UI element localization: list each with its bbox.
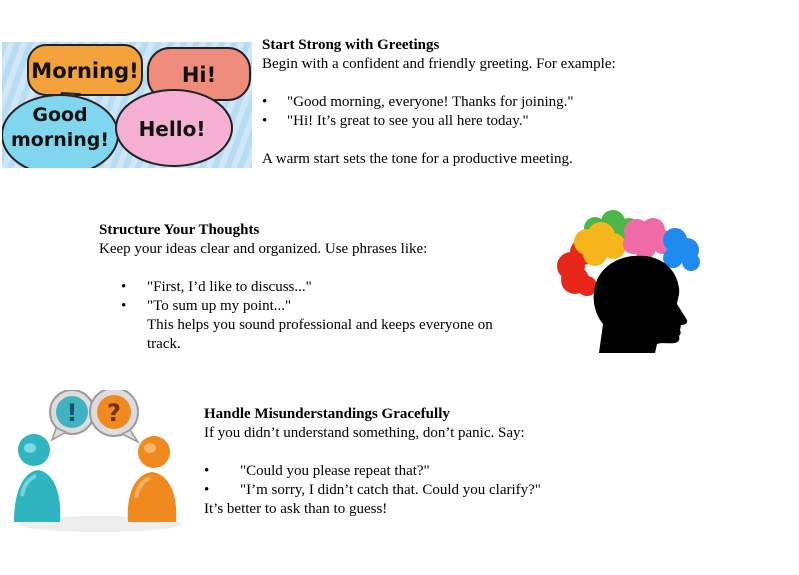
list-item-text: "Good morning, everyone! Thanks for joining." <box>287 94 574 110</box>
section-structure <box>99 221 539 354</box>
bullet-dot: • <box>262 113 268 129</box>
question-mark: ? <box>107 399 121 427</box>
bullet-dot: • <box>204 463 210 479</box>
hello-bubble <box>116 90 232 166</box>
exclamation-bubble-icon <box>50 390 94 440</box>
section-intro: Keep your ideas clear and organized. Use phrases like: <box>99 241 428 257</box>
bubble-text-morning: Morning! <box>31 59 139 83</box>
bullet-list <box>262 93 782 131</box>
bullet-dot: • <box>262 94 268 110</box>
bubble-text-morning-2: morning! <box>10 129 110 151</box>
list-item-text: "Could you please repeat that?" <box>240 463 430 479</box>
head-silhouette-illustration <box>553 208 709 354</box>
bullet-list <box>121 278 539 316</box>
bullet-dot: • <box>121 279 127 295</box>
speech-bubbles-illustration <box>2 42 252 168</box>
figures-with-question-marks-illustration <box>12 390 182 532</box>
list-item <box>204 462 774 481</box>
list-item-text: "To sum up my point..." <box>147 298 292 314</box>
bullet-list <box>204 462 774 500</box>
list-item <box>121 297 539 316</box>
section-heading: Structure Your Thoughts <box>99 222 260 238</box>
question-bubble-icon <box>90 390 138 442</box>
section-heading: Handle Misunderstandings Gracefully <box>204 406 450 422</box>
thinking-head-image <box>553 208 709 354</box>
bullet-dot: • <box>204 482 210 498</box>
greetings-speech-bubbles-image <box>2 42 252 168</box>
section-misunderstandings <box>204 405 774 519</box>
head-silhouette <box>594 256 688 353</box>
list-item <box>262 112 782 131</box>
section-intro: If you didn’t understand something, don’t panic. Say: <box>204 425 525 441</box>
list-item-text: "First, I’d like to discuss..." <box>147 279 312 295</box>
exclamation-mark: ! <box>66 399 78 427</box>
list-item <box>204 481 774 500</box>
section-continuation: This helps you sound professional and keeps everyone on track. <box>147 317 493 352</box>
list-item-text: "Hi! It’s great to see you all here today." <box>287 113 529 129</box>
orange-person-figure <box>128 436 177 522</box>
section-greetings <box>262 36 782 169</box>
list-item <box>262 93 782 112</box>
section-outro: A warm start sets the tone for a productive meeting. <box>262 151 573 167</box>
teal-person-figure <box>14 434 60 522</box>
bubble-text-good: Good <box>32 104 88 126</box>
section-heading: Start Strong with Greetings <box>262 37 440 53</box>
list-item <box>121 278 539 297</box>
misunderstanding-figures-image <box>12 390 182 532</box>
bullet-dot: • <box>121 298 127 314</box>
bubble-text-hi: Hi! <box>181 63 217 87</box>
bubble-text-hello: Hello! <box>138 117 206 141</box>
list-item-text: "I’m sorry, I didn’t catch that. Could you clarify?" <box>240 482 541 498</box>
section-intro: Begin with a confident and friendly greeting. For example: <box>262 56 616 72</box>
section-outro: It’s better to ask than to guess! <box>204 501 388 517</box>
good-morning-bubble <box>2 95 118 168</box>
